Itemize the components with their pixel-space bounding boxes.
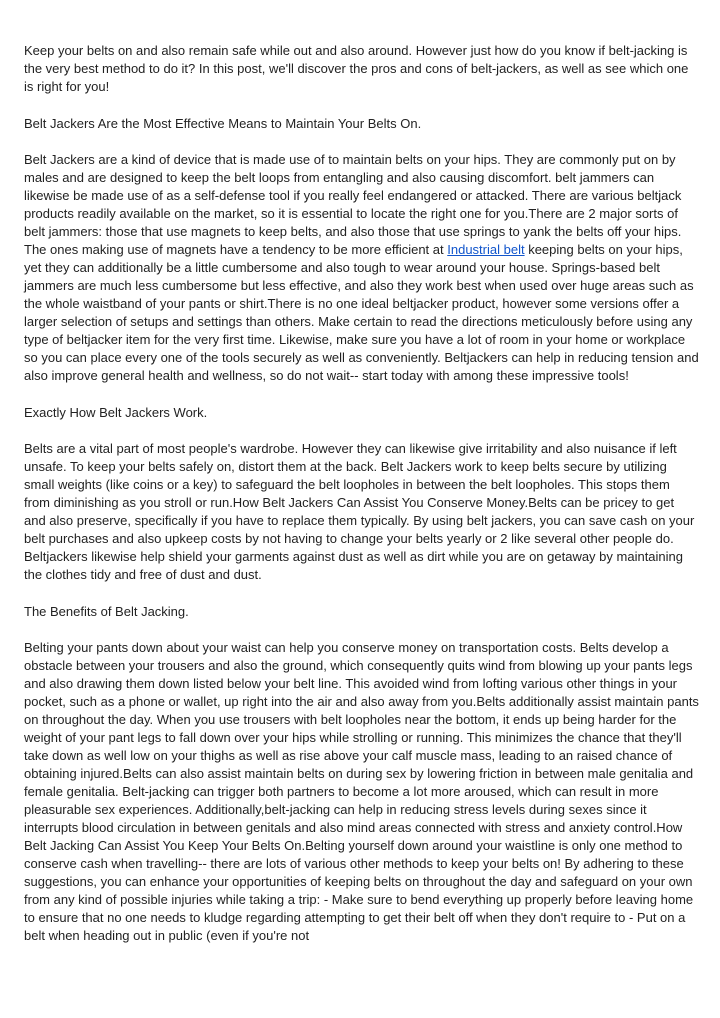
article-body xyxy=(24,42,699,964)
section-heading-3: The Benefits of Belt Jacking. xyxy=(24,603,189,619)
paragraph-3: Belting your pants down about your waist can help you conserve money on transportation costs. Belts develop a obstacle between your trousers and also the ground, which consequently quits wind from blowing up your pants legs and also drawing them down listed below your belt line. This avoided wind from lofting various other things in your pocket, such as a phone or wallet, up right into the air and also away from you.Belts additionally assist maintain pants on throughout the day. When you use trousers with belt loopholes near the bottom, it ends up being harder for the weight of your pant legs to fall down over your hips while strolling or running. This minimizes the chance that they'll take down as well low on your thighs as well as rise above your calf muscle mass, leading to an raised chance of obtaining injured.Belts can also assist maintain belts on during sex by lowering friction in between male genitalia and female genitalia. Belt-jacking can trigger both partners to become a lot more aroused, which can result in more pleasurable sex experiences. Additionally,belt-jacking can help in reducing stress levels during sexes since it interrupts blood circulation in between genitals and also mind areas connected with stress and anxiety control.How Belt Jacking Can Assist You Keep Your Belts On.Belting yourself down around your waistline is only one method to conserve cash when travelling-- there are lots of various other methods to keep your belts on! By adhering to these suggestions, you can enhance your opportunities of keeping belts on throughout the day and safeguard on your own from any kind of possible injuries while taking a trip: - Make sure to bend everything up properly before leaving home to ensure that no one needs to kludge regarding attempting to get their belt off when they don't require to - Put on a belt when heading out in public (even if you're not xyxy=(24,640,699,943)
intro-paragraph: Keep your belts on and also remain safe while out and also around. However just how do you know if belt-jacking is the very best method to do it? In this post, we'll discover the pros and cons of belt-jackers, as well as see which one is right for you! xyxy=(24,43,689,94)
section-heading-2: Exactly How Belt Jackers Work. xyxy=(24,404,208,420)
paragraph-1-text-b: keeping belts on your hips, yet they can additionally be a little cumbersome and also tough to wear around your house. Springs-based belt jammers are much less cumbersome but less effective, and also they work best when used over huge areas such as the whole waistband of your pants or shirt.There is no one ideal beltjacker product, however some versions offer a larger selection of setups and settings than others. Make certain to read the directions meticulously before using any type of beltjacker item for the very first time. Likewise, make sure you have a lot of room in your home or workplace so you can place every one of the tools securely as well as conveniently. Beltjackers can help in reducing tension and also improve general health and wellness, so do not wait-- start today with among these impressive tools! xyxy=(24,242,699,383)
paragraph-1-text-a: Belt Jackers are a kind of device that is made use of to maintain belts on your hips. They are commonly put on by males and are designed to keep the belt loops from entangling and also causing discomfort. belt jammers can likewise be made use of as a self-defense tool if you really feel endangered or attacked. There are various beltjack products readily available on the market, so it is essential to locate the right one for you.There are 2 major sorts of belt jammers: those that use magnets to keep belts, and also those that use springs to yank the belts off your hips. The ones making use of magnets have a tendency to be more efficient at xyxy=(24,152,682,257)
paragraph-1 xyxy=(24,151,699,385)
industrial-belt-link[interactable]: Industrial belt xyxy=(447,242,525,257)
section-heading-1: Belt Jackers Are the Most Effective Means to Maintain Your Belts On. xyxy=(24,115,422,131)
paragraph-2: Belts are a vital part of most people's wardrobe. However they can likewise give irritability and also nuisance if left unsafe. To keep your belts safely on, distort them at the back. Belt Jackers work to keep belts secure by utilizing small weights (like coins or a key) to safeguard the belt loopholes in between the belt loopholes. This stops them from diminishing as you stroll or run.How Belt Jackers Can Assist You Conserve Money.Belts can be pricey to get and also preserve, specifically if you have to replace them typically. By using belt jackers, you can save cash on your belt purchases and also upkeep costs by not having to change your belts yearly or 2 like several other people do. Beltjackers likewise help shield your garments against dust as well as dirt while you are on getaway by maintaining the clothes tidy and free of dust and dust. xyxy=(24,441,695,582)
